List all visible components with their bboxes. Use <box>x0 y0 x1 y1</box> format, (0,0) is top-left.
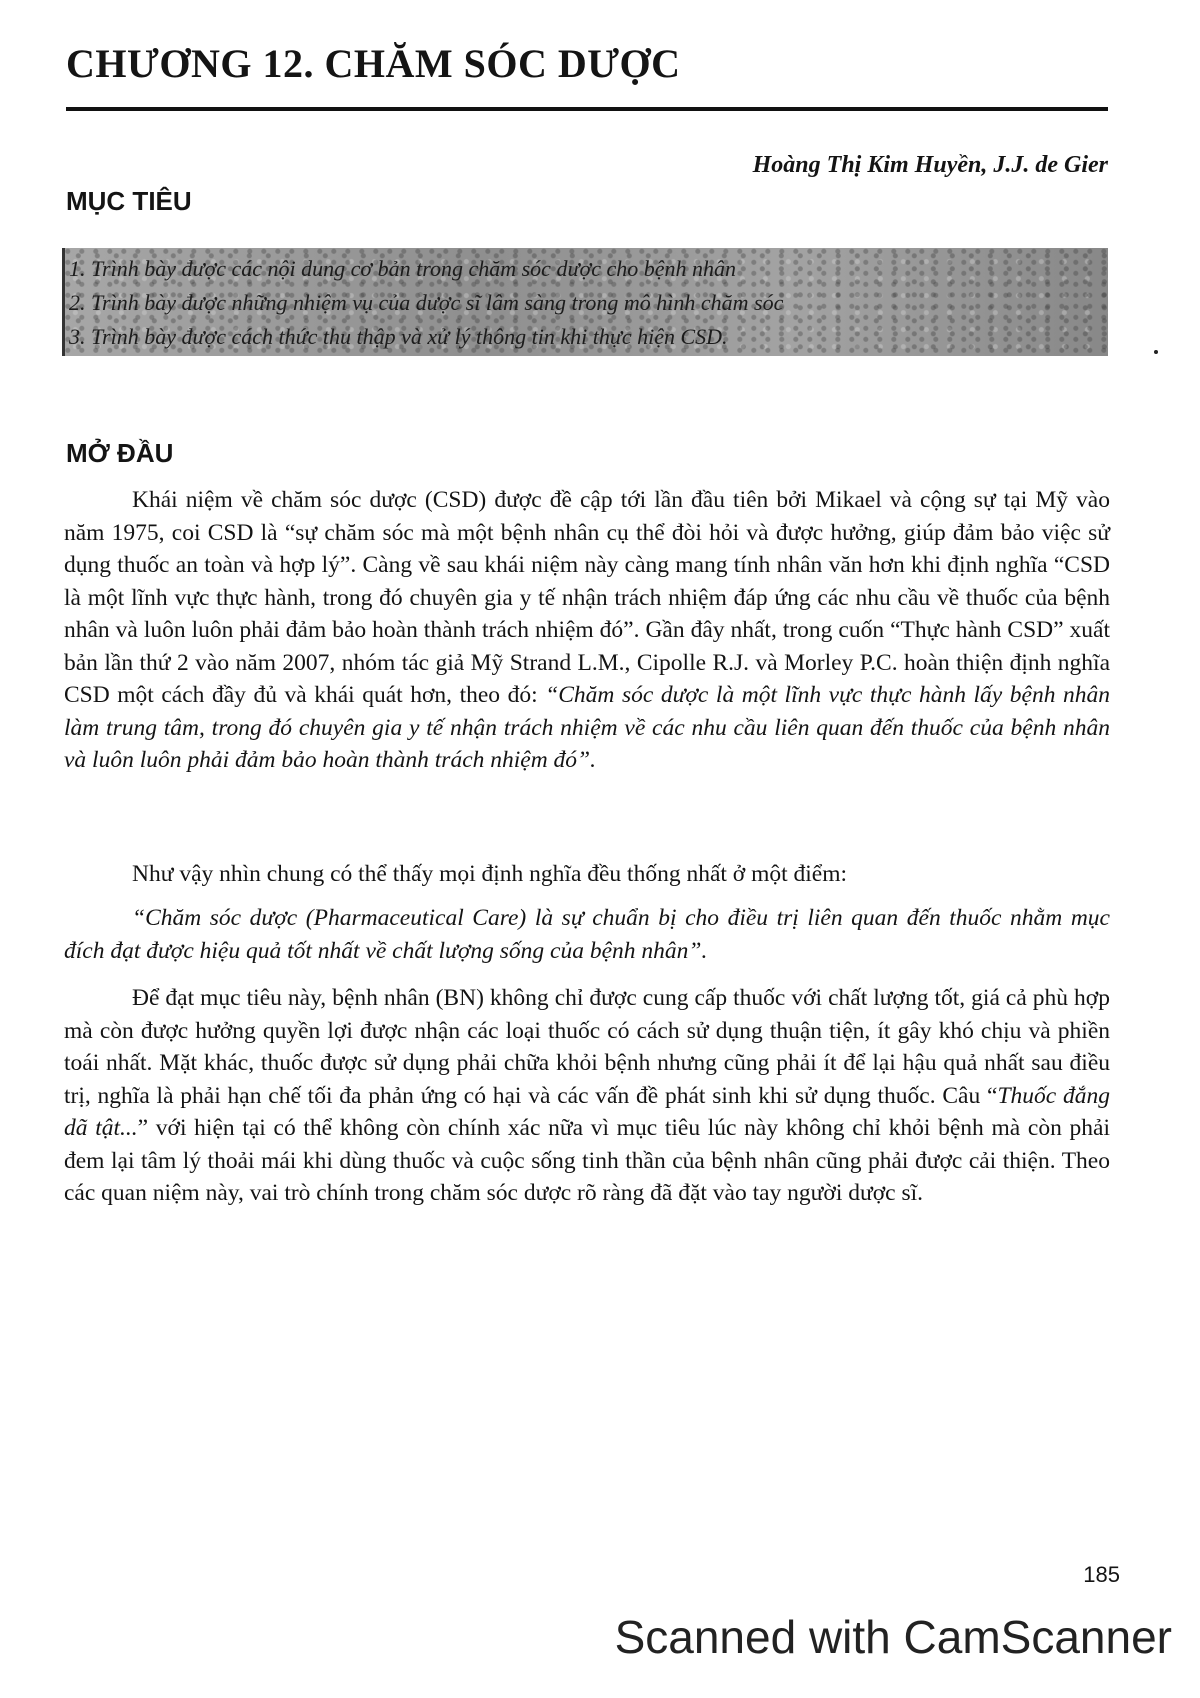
authors: Hoàng Thị Kim Huyền, J.J. de Gier <box>752 152 1108 178</box>
intro-quote: “Chăm sóc dược (Pharmaceutical Care) là sự chuẩn bị cho điều trị liên quan đến thuốc nhằm mục đích đạt được hiệu quả tốt nhất về chất lượng sống của bệnh nhân”. <box>64 905 1110 964</box>
intro-paragraph-4-text-a: Để đạt mục tiêu này, bệnh nhân (BN) không chỉ được cung cấp thuốc với chất lượng tốt, giá cả phù hợp mà còn được hưởng quyền lợi được nhận các loại thuốc có cách sử dụng thuận tiện, ít gây khó chịu và phiền toái nhất. Mặt khác, thuốc được sử dụng phải chữa khỏi bệnh nhưng cũng phải ít để lại hậu quả nhất sau điều trị, nghĩa là phải hạn chế tối đa phản ứng có hại và các vấn đề phát sinh khi sử dụng thuốc. Câu “ <box>64 985 1110 1109</box>
intro-paragraph-4-text-b: ” với hiện tại có thể không còn chính xác nữa vì mục tiêu lúc này không chỉ khỏi bệnh mà còn phải đem lại tâm lý thoải mái khi dùng thuốc và cuộc sống tinh thần của bệnh nhân cũng phải được cải thiện. Theo các quan niệm này, vai trò chính trong chăm sóc dược rõ ràng đã đặt vào tay người dược sĩ. <box>64 1115 1111 1206</box>
title-divider <box>66 107 1108 111</box>
intro-paragraph-4-proverb: Thuốc đắng dã tật... <box>64 1082 1110 1141</box>
objectives-heading: MỤC TIÊU <box>66 186 192 216</box>
page-number: 185 <box>1083 1562 1120 1587</box>
intro-paragraph-1-definition: “Chăm sóc dược là một lĩnh vực thực hành lấy bệnh nhân làm trung tâm, trong đó chuyên gia y tế nhận trách nhiệm về các nhu cầu liên quan đến thuốc của bệnh nhân và luôn luôn phải đảm bảo hoàn thành trách nhiệm đó”. <box>64 682 1110 773</box>
intro-paragraph-1-text: Khái niệm về chăm sóc dược (CSD) được đề cập tới lần đầu tiên bởi Mikael và cộng sự tại Mỹ vào năm 1975, coi CSD là “sự chăm sóc mà một bệnh nhân cụ thể đòi hỏi và được hưởng, giúp đảm bảo việc sử dụng thuốc an toàn và hợp lý”. Càng về sau khái niệm này càng mang tính nhân văn hơn khi định nghĩa “CSD là một lĩnh vực thực hành, trong đó chuyên gia y tế nhận trách nhiệm đáp ứng các nhu cầu về thuốc của bệnh nhân và luôn luôn phải đảm bảo hoàn thành trách nhiệm đó”. Gần đây nhất, trong cuốn “Thực hành CSD” xuất bản lần thứ 2 vào năm 2007, nhóm tác giả Mỹ Strand L.M., Cipolle R.J. và Morley P.C. hoàn thiện định nghĩa CSD một cách đầy đủ và khái quát hơn, theo đó: <box>64 487 1110 708</box>
scanner-watermark: Scanned with CamScanner <box>614 1611 1172 1663</box>
intro-paragraph-2: Như vậy nhìn chung có thể thấy mọi định nghĩa đều thống nhất ở một điểm: <box>132 861 848 887</box>
objectives-box <box>62 248 1108 356</box>
intro-paragraph-4 <box>64 982 1110 1210</box>
objective-item: 2. Trình bày được những nhiệm vụ của dược sĩ lâm sàng trong mô hình chăm sóc <box>69 290 784 315</box>
scan-speck <box>1154 350 1158 354</box>
intro-heading: MỞ ĐẦU <box>66 438 174 468</box>
objective-item: 3. Trình bày được cách thức thu thập và xử lý thông tin khi thực hiện CSD. <box>69 324 728 349</box>
chapter-title: CHƯƠNG 12. CHĂM SÓC DƯỢC <box>66 41 681 86</box>
objective-item: 1. Trình bày được các nội dung cơ bản trong chăm sóc dược cho bệnh nhân <box>69 256 736 281</box>
intro-paragraph-1 <box>64 484 1110 777</box>
